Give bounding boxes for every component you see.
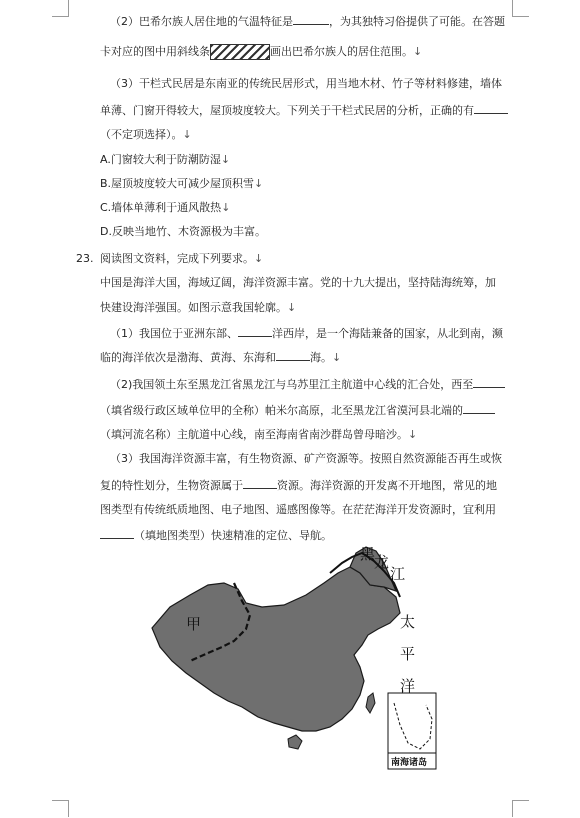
text: ，为其独特习俗提供了可能。在答题 bbox=[329, 15, 505, 28]
q23-intro bbox=[100, 252, 263, 266]
text: 资源。海洋资源的开发离不开地图，常见的地 bbox=[277, 479, 497, 492]
q23-1-line-2 bbox=[100, 350, 341, 365]
return-mark: ↓ bbox=[220, 153, 231, 166]
text: A.门窗较大利于防潮防湿 bbox=[100, 153, 221, 166]
text: 中国是海洋大国，海域辽阔，海洋资源丰富。党的十九大提出，坚持陆海统筹，加 bbox=[100, 276, 496, 289]
answer-blank[interactable] bbox=[293, 14, 329, 25]
text: 洋西岸，是一个海陆兼备的国家，从北到南，濒 bbox=[272, 327, 503, 340]
crop-mark-bottom-left bbox=[52, 800, 69, 817]
text: 阅读图文资料，完成下列要求。 bbox=[100, 252, 254, 265]
text: 单薄、门窗开得较大，屋顶坡度较大。下列关于干栏式民居的分析，正确的有 bbox=[100, 104, 474, 117]
q23-passage-line-2 bbox=[100, 301, 296, 315]
text: C.墙体单薄利于通风散热 bbox=[100, 201, 222, 214]
q22-3-line-3 bbox=[100, 128, 192, 142]
q22-3-line-1 bbox=[110, 77, 502, 91]
label-ping: 平 bbox=[400, 645, 416, 663]
return-mark: ↓ bbox=[254, 177, 264, 190]
option-d bbox=[100, 225, 266, 239]
return-mark: ↓ bbox=[182, 128, 192, 141]
answer-blank[interactable] bbox=[474, 103, 508, 114]
text: （1）我国位于亚洲东部、 bbox=[110, 327, 238, 340]
taiwan-island bbox=[366, 693, 375, 713]
answer-blank[interactable] bbox=[243, 478, 277, 489]
answer-blank[interactable] bbox=[473, 377, 505, 388]
q23-2-line-1 bbox=[110, 377, 505, 392]
text: （填河流名称）主航道中心线，南至海南省南沙群岛曾母暗沙。 bbox=[100, 428, 408, 441]
text: （2)我国领土东至黑龙江省黑龙江与乌苏里江主航道中心线的汇合处，西至 bbox=[110, 378, 474, 391]
text: 图类型有传统纸质地图、电子地图、遥感图像等。在茫茫海洋开发资源时，宜利用 bbox=[100, 503, 496, 516]
label-yang: 洋 bbox=[400, 677, 416, 695]
option-a bbox=[100, 153, 230, 167]
label-hei: 黑 bbox=[360, 545, 376, 563]
text: 临的海洋依次是渤海、黄海、东海和 bbox=[100, 351, 276, 364]
crop-mark-top-left bbox=[52, 0, 69, 17]
text: 卡对应的图中用斜线条 bbox=[100, 45, 210, 58]
label-jiang: 江 bbox=[390, 565, 406, 583]
answer-blank[interactable] bbox=[276, 350, 310, 361]
crop-mark-top-right bbox=[512, 0, 529, 17]
q23-1-line-1 bbox=[110, 326, 503, 341]
question-number: 23. bbox=[76, 252, 94, 265]
q23-3-line-3 bbox=[100, 503, 496, 517]
option-c bbox=[100, 201, 230, 215]
china-outline-map bbox=[138, 543, 450, 775]
hainan-island bbox=[288, 735, 302, 749]
label-tai: 太 bbox=[400, 613, 416, 631]
q23-3-line-2 bbox=[100, 478, 497, 493]
text: （3）我国海洋资源丰富，有生物资源、矿产资源等。按照自然资源能否再生或恢 bbox=[110, 452, 502, 465]
label-south-china-sea-islands: 南海诸岛 bbox=[391, 758, 428, 768]
text: 海。 bbox=[310, 351, 332, 364]
text: 复的特性划分，生物资源属于 bbox=[100, 479, 243, 492]
q23-3-line-1 bbox=[110, 452, 502, 466]
return-mark: ↓ bbox=[254, 252, 264, 265]
option-b bbox=[100, 177, 263, 191]
label-jia: 甲 bbox=[186, 615, 202, 633]
text: 快建设海洋强国。如图示意我国轮廓。 bbox=[100, 301, 287, 314]
q23-passage-line-1 bbox=[100, 276, 496, 290]
q23-3-line-4 bbox=[100, 528, 332, 543]
answer-blank[interactable] bbox=[463, 403, 495, 414]
text: D.反映当地竹、木资源极为丰富。 bbox=[100, 225, 266, 238]
crop-mark-bottom-right bbox=[512, 800, 529, 817]
return-mark: ↓ bbox=[287, 301, 297, 314]
label-long: 龙 bbox=[374, 553, 390, 571]
q22-3-line-2 bbox=[100, 103, 508, 118]
return-mark: ↓ bbox=[413, 45, 423, 58]
hatch-pattern-sample bbox=[210, 44, 270, 60]
text: （填地图类型）快速精准的定位、导航。 bbox=[134, 529, 332, 542]
text: B.屋顶坡度较大可减少屋顶积雪 bbox=[100, 177, 255, 190]
answer-blank[interactable] bbox=[238, 326, 272, 337]
return-mark: ↓ bbox=[221, 201, 231, 214]
text: （不定项选择）。 bbox=[100, 128, 183, 141]
return-mark: ↓ bbox=[408, 428, 418, 441]
q22-2-line-1 bbox=[110, 14, 505, 29]
china-landmass bbox=[152, 567, 400, 731]
q22-2-line-2 bbox=[100, 44, 422, 60]
q23-2-line-2 bbox=[100, 403, 495, 418]
text: （填省级行政区域单位甲的全称）帕米尔高原，北至黑龙江省漠河县北端的 bbox=[100, 404, 463, 417]
text: 画出巴希尔族人的居住范围。 bbox=[270, 45, 413, 58]
q23-2-line-3 bbox=[100, 428, 417, 442]
return-mark: ↓ bbox=[332, 351, 342, 364]
answer-blank[interactable] bbox=[100, 528, 134, 539]
text: （3）干栏式民居是东南亚的传统民居形式，用当地木材、竹子等材料修建，墙体 bbox=[110, 77, 502, 90]
text: （2）巴希尔族人居住地的气温特征是 bbox=[110, 15, 293, 28]
